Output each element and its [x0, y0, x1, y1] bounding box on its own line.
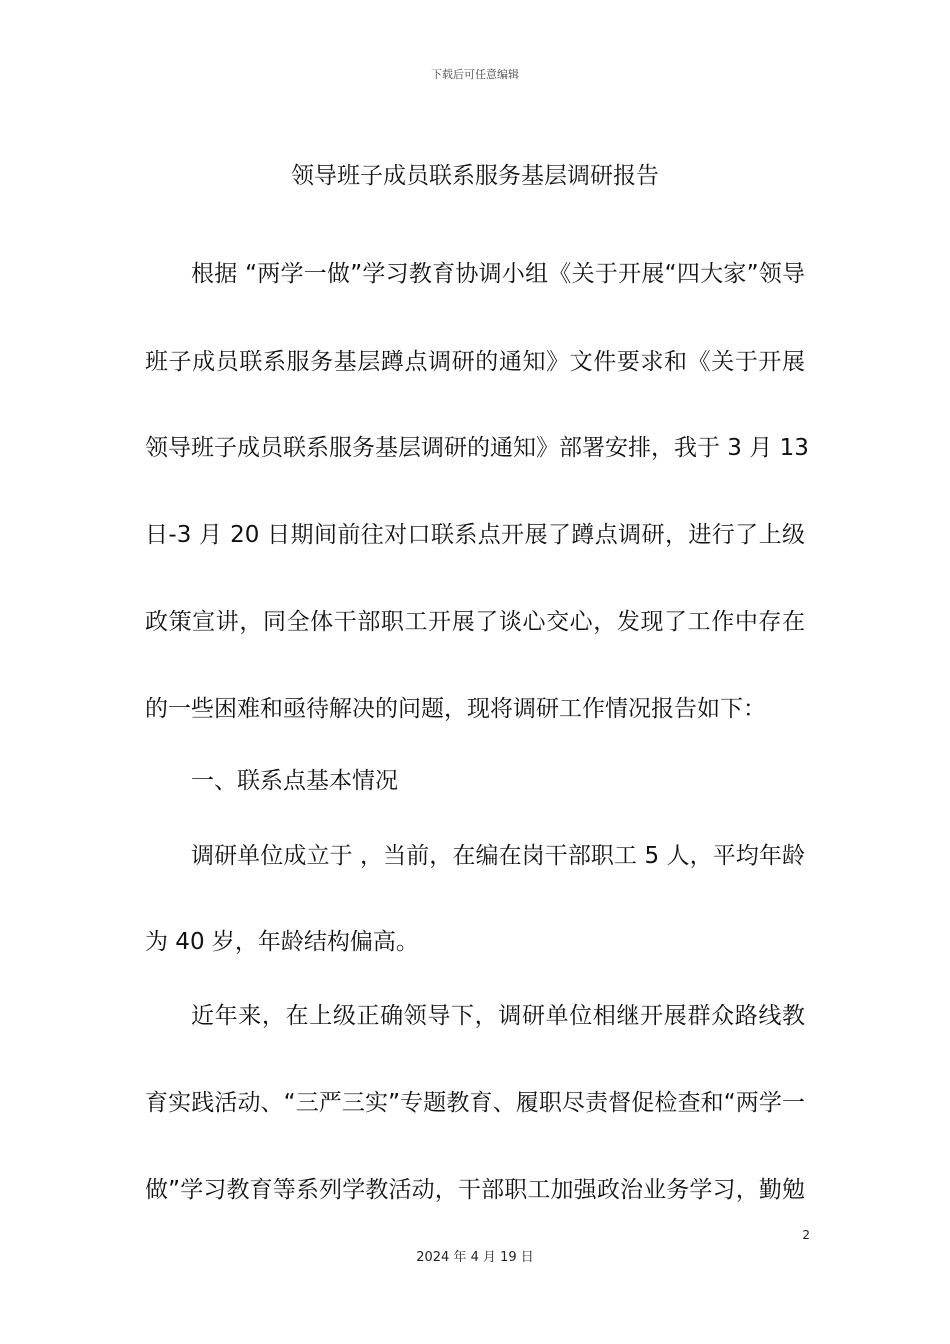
paragraph-line: 根据 “两学一做”学习教育协调小组《关于开展“四大家”领导	[191, 261, 805, 287]
header-note: 下载后可任意编辑	[431, 68, 519, 81]
section-heading: 一、联系点基本情况	[191, 768, 398, 794]
paragraph-line: 政策宣讲，同全体干部职工开展了谈心交心，发现了工作中存在	[145, 609, 805, 635]
paragraph-line: 班子成员联系服务基层蹲点调研的通知》文件要求和《关于开展	[145, 349, 805, 375]
paragraph-line: 近年来，在上级正确领导下，调研单位相继开展群众路线教	[191, 1003, 805, 1029]
paragraph-line: 日-3 月 20 日期间前往对口联系点开展了蹲点调研，进行了上级	[145, 522, 805, 548]
footer-date: 2024 年 4 月 19 日	[416, 1250, 534, 1265]
document-title: 领导班子成员联系服务基层调研报告	[291, 163, 659, 189]
paragraph-line: 领导班子成员联系服务基层调研的通知》部署安排，我于 3 月 13	[145, 435, 809, 461]
page-number: 2	[802, 1228, 810, 1242]
paragraph-line: 调研单位成立于 ，当前，在编在岗干部职工 5 人，平均年龄	[191, 843, 805, 869]
paragraph-line: 育实践活动、“三严三实”专题教育、履职尽责督促检查和“两学一	[145, 1090, 805, 1116]
paragraph-line: 的一些困难和亟待解决的问题，现将调研工作情况报告如下：	[145, 696, 766, 722]
paragraph-line: 为 40 岁，年龄结构偏高。	[145, 929, 419, 955]
paragraph-line: 做”学习教育等系列学教活动，干部职工加强政治业务学习，勤勉	[145, 1177, 805, 1203]
